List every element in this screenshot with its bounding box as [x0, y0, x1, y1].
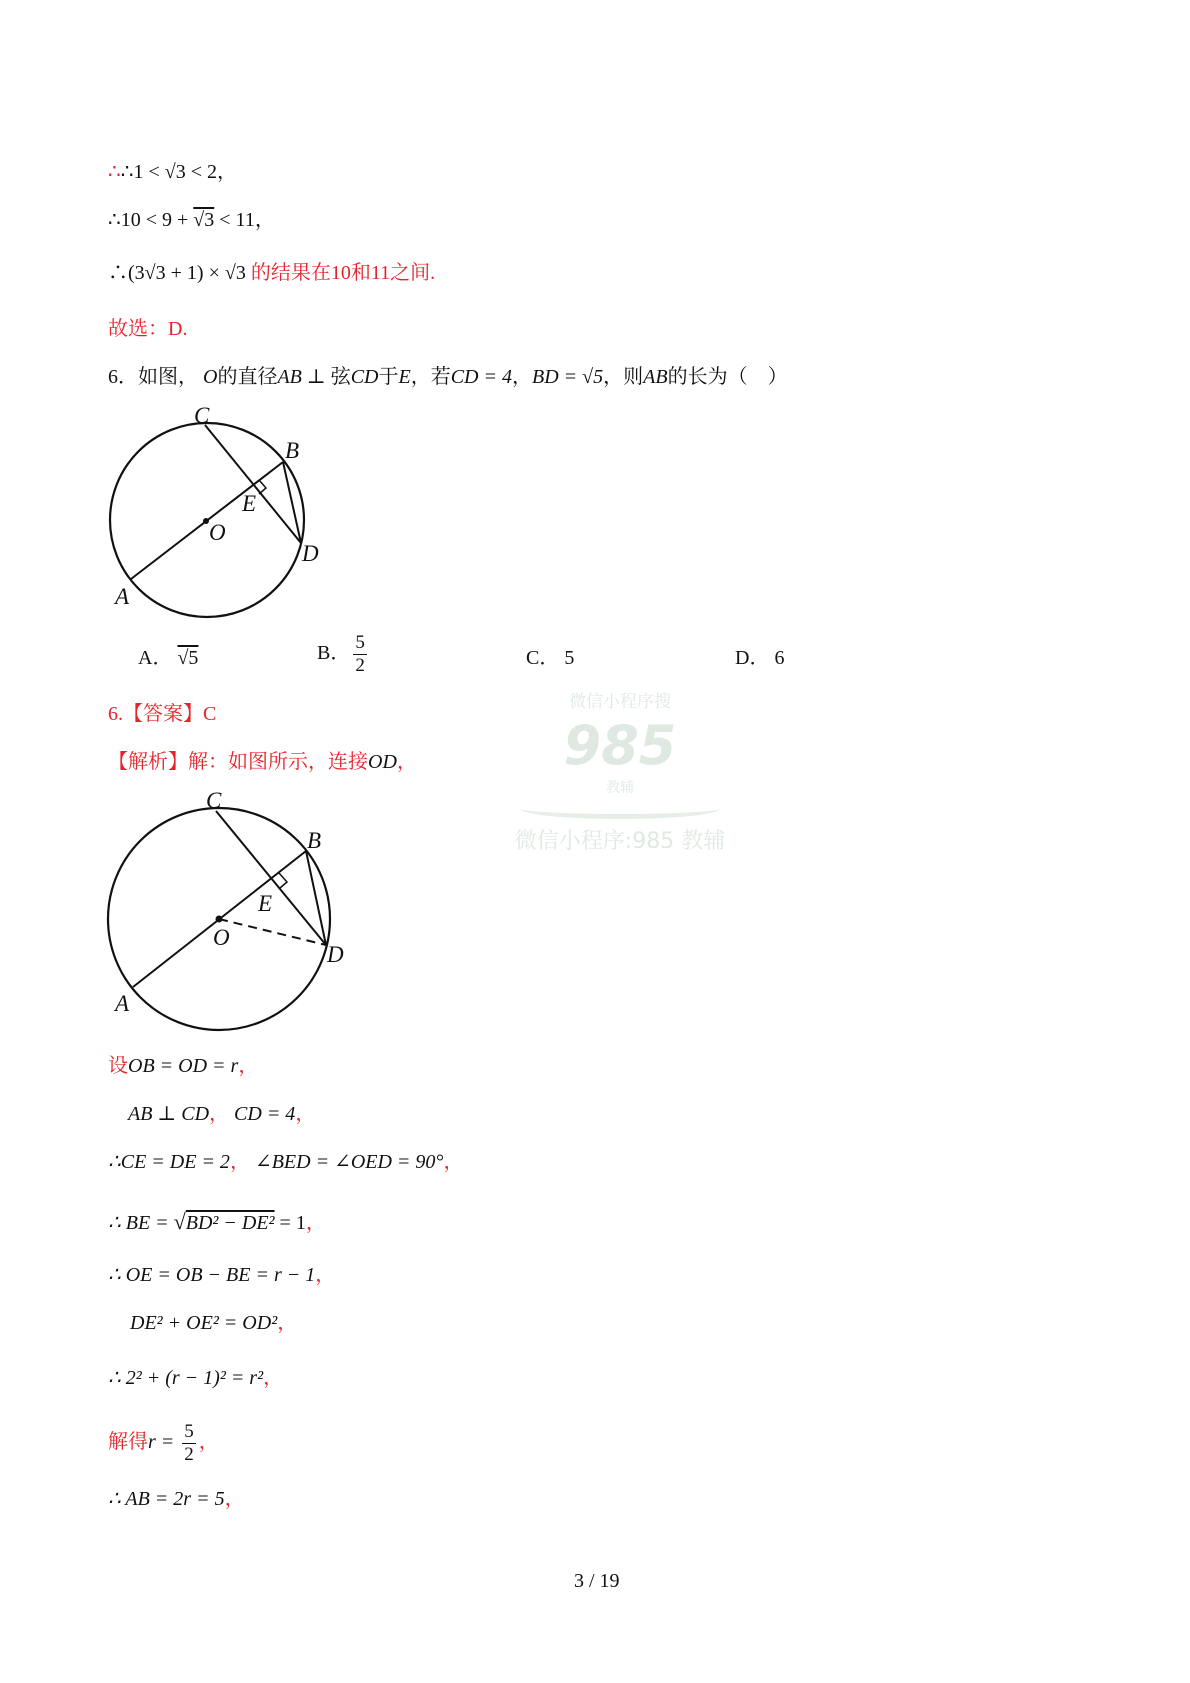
option-value: 6: [774, 647, 785, 669]
denominator: 2: [355, 655, 365, 676]
q-text: 6．如图，: [108, 366, 203, 388]
label-d: D: [327, 942, 344, 967]
label-b: B: [285, 438, 300, 463]
math-text: ∴ 2² + (r − 1)² = r²: [108, 1367, 264, 1389]
math-text: ∴ BE =: [108, 1212, 174, 1234]
math-text: CD = 4: [234, 1103, 296, 1125]
math-text: OD: [368, 751, 397, 773]
option-value: √5: [177, 647, 199, 669]
page-number: 3 / 19: [574, 1570, 620, 1592]
label-e: E: [242, 491, 257, 516]
watermark-text: 教辅: [606, 780, 634, 796]
numerator: 5: [355, 632, 365, 653]
denominator: 2: [184, 1444, 194, 1465]
option-label: C．: [526, 647, 560, 669]
solution-step-4: ∴ BE = √BD² − DE² = 1，: [108, 1209, 326, 1234]
math-text: ∴ AB = 2r = 5: [108, 1488, 225, 1510]
option-label: B．: [317, 642, 351, 665]
fraction: [353, 632, 367, 677]
math-text: ∠BED = ∠OED = 90°: [254, 1151, 444, 1173]
analysis-line: [108, 749, 417, 775]
math-text: ∴ OE = OB − BE = r − 1: [108, 1264, 316, 1286]
option-a: [138, 645, 198, 671]
label-c: C: [206, 788, 222, 813]
analysis-text: 【解析】解：如图所示，连接: [108, 751, 368, 773]
solution-step-8: [108, 1421, 219, 1466]
math-text: DE² + OE² = OD²: [130, 1312, 278, 1334]
q-math: E: [398, 366, 411, 388]
math-text: AB ⊥ CD: [128, 1103, 210, 1125]
step-text: 解得: [108, 1431, 148, 1454]
option-value: 5: [564, 647, 575, 669]
q-math: CD: [350, 366, 379, 388]
q-text: ，: [512, 366, 532, 388]
math-text: = 1: [274, 1212, 306, 1234]
option-c: [526, 645, 574, 671]
solution-step-2: [128, 1101, 315, 1127]
q-text: 弦: [330, 366, 351, 388]
option-b: [317, 632, 370, 677]
fraction: [182, 1421, 196, 1466]
math-text: ∴(3√3 + 1) × √3: [108, 262, 251, 284]
label-c: C: [194, 403, 210, 428]
label-o: O: [209, 520, 226, 545]
watermark-text: 985: [563, 714, 677, 777]
q-math: CD = 4: [450, 366, 512, 388]
q-math: BD = √5: [532, 366, 604, 388]
solution-step-9: [108, 1486, 245, 1512]
step-text: ，: [224, 1488, 245, 1510]
step-text: ，: [443, 1151, 464, 1173]
numerator: 5: [184, 1421, 194, 1442]
answer-label: 6.【答案】C: [108, 703, 217, 725]
option-label: D．: [735, 647, 770, 669]
math-text: BD² − DE²: [185, 1212, 275, 1234]
step-text: ，: [238, 1055, 259, 1077]
circle-figure-1: [0, 380, 360, 630]
label-b: B: [307, 828, 322, 853]
math-text: ∴1 < √3 < 2，: [120, 161, 237, 183]
conclusion-text: 的结果在10和11之间.: [250, 262, 436, 284]
line-conclusion: [108, 260, 435, 286]
math-text: < 11，: [214, 209, 275, 231]
solution-step-6: [130, 1310, 297, 1336]
step-text: ，: [295, 1103, 316, 1125]
q-text: ，若: [410, 366, 451, 388]
step-text: ，: [277, 1312, 298, 1334]
step-text: ，: [229, 1151, 255, 1173]
label-a: A: [115, 991, 130, 1016]
q-text: 的直径: [217, 366, 278, 388]
math-text: √3: [193, 209, 215, 231]
circle-figure-2: [0, 780, 380, 1040]
label-o: O: [213, 925, 230, 950]
math-text: ∴CE = DE = 2: [108, 1151, 230, 1173]
solution-step-7: [108, 1365, 283, 1391]
line-sum-bounds: [108, 207, 275, 233]
step-text: ，: [198, 1431, 219, 1454]
step-text: 设: [108, 1055, 128, 1077]
watermark-text: 微信小程序:985 教辅: [514, 829, 726, 854]
label-a: A: [115, 584, 130, 609]
solution-step-1: [108, 1053, 258, 1079]
option-label: A．: [138, 647, 173, 669]
line-sqrt3-bounds: ∴∴1 < √3 < 2，: [108, 161, 237, 183]
q-text: 于: [378, 366, 399, 388]
math-text: ∴10 < 9 +: [108, 209, 194, 231]
step-text: ，: [305, 1212, 326, 1234]
label-d: D: [302, 541, 319, 566]
math-text: OB = OD = r: [128, 1055, 239, 1077]
watermark-text: 微信小程序搜: [569, 692, 671, 712]
q-math: AB: [643, 366, 668, 388]
q-text: 的长为（ ）: [667, 366, 788, 388]
math-text: r =: [148, 1431, 180, 1454]
step-text: ，: [315, 1264, 336, 1286]
solution-step-5: [108, 1262, 335, 1288]
watermark-logo: [500, 690, 740, 857]
solution-step-3: [108, 1149, 463, 1175]
label-e: E: [258, 891, 273, 916]
option-d: [735, 645, 784, 671]
step-text: ，: [263, 1367, 284, 1389]
step-text: ，: [209, 1103, 235, 1125]
q-math: O: [203, 366, 218, 388]
choice-text: 故选：D.: [108, 318, 188, 340]
analysis-text: ，: [396, 751, 417, 773]
q-math: AB ⊥: [277, 366, 331, 388]
q-text: ，则: [603, 366, 644, 388]
